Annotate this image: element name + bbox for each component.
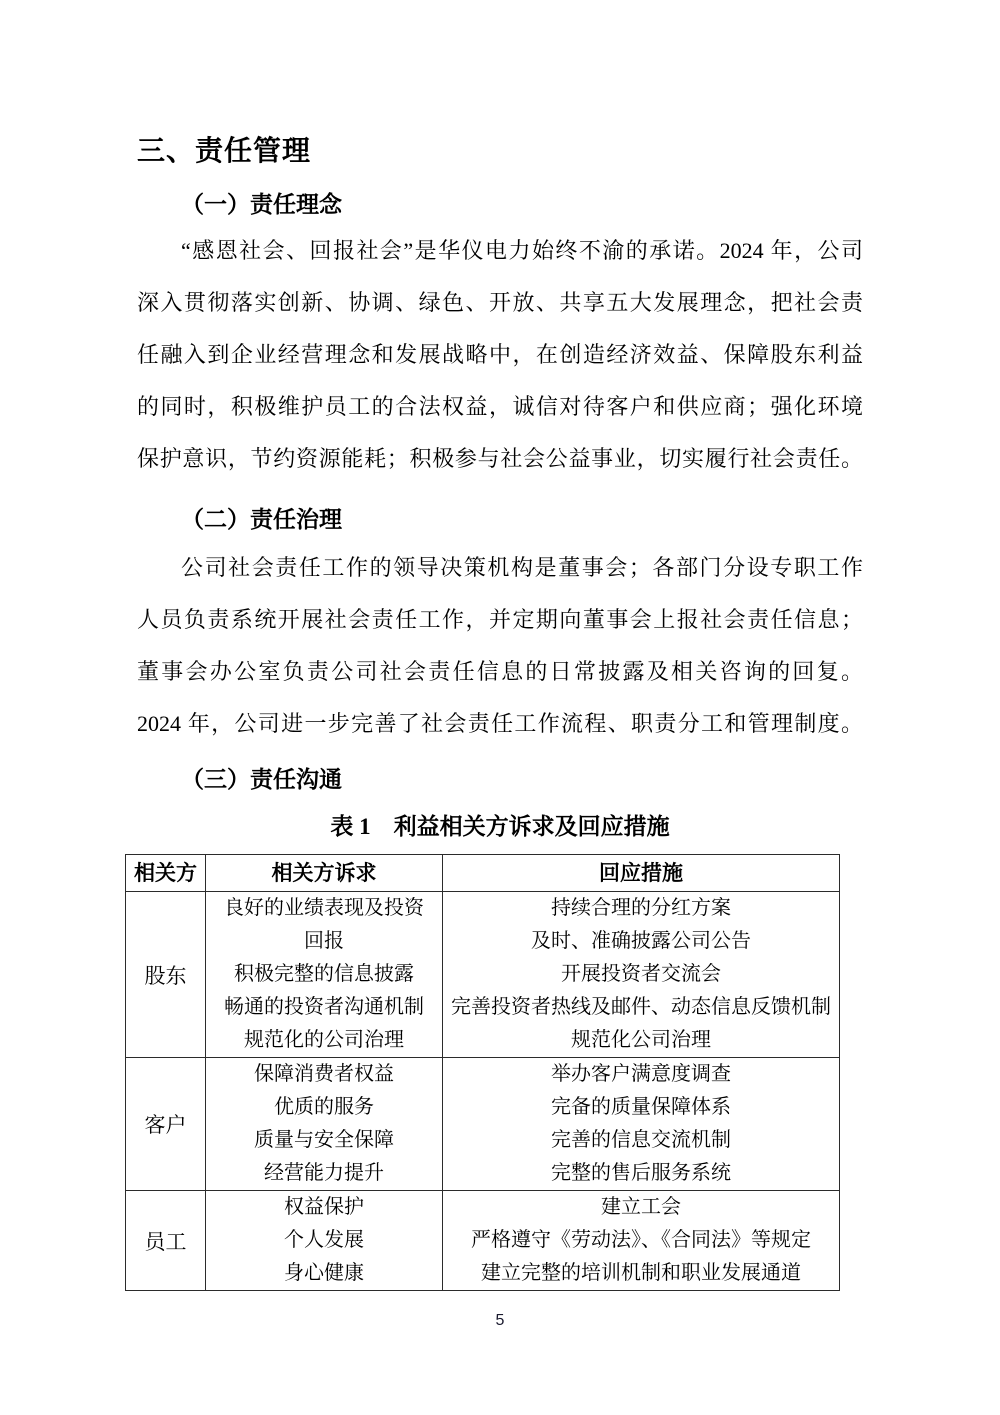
paragraph-line: 的同时，积极维护员工的合法权益，诚信对待客户和供应商；强化环境 — [137, 394, 863, 419]
response-item: 举办客户满意度调查 — [551, 1063, 731, 1085]
response-item: 规范化公司治理 — [571, 1029, 711, 1051]
paragraph-line: 深入贯彻落实创新、协调、绿色、开放、共享五大发展理念，把社会责 — [137, 290, 863, 315]
response-item: 开展投资者交流会 — [561, 963, 721, 985]
demand-item: 经营能力提升 — [264, 1162, 384, 1184]
demand-item: 畅通的投资者沟通机制 — [224, 996, 424, 1018]
responses-cell — [443, 1058, 840, 1191]
table-row — [126, 1058, 840, 1191]
demand-item: 身心健康 — [284, 1262, 364, 1284]
demand-item: 优质的服务 — [274, 1096, 374, 1118]
paragraph-line: 公司社会责任工作的领导决策机构是董事会；各部门分设专职工作 — [181, 555, 863, 580]
header-responses: 回应措施 — [443, 855, 840, 892]
demands-cell — [206, 892, 443, 1058]
demand-item: 个人发展 — [284, 1229, 364, 1251]
demand-item: 权益保护 — [284, 1196, 364, 1218]
page-number: 5 — [495, 1312, 505, 1329]
paragraph-line: 2024 年，公司进一步完善了社会责任工作流程、职责分工和管理制度。 — [137, 711, 863, 736]
paragraph-responsibility-philosophy — [137, 225, 863, 485]
table-row — [126, 892, 840, 1058]
table-header-row — [126, 855, 840, 892]
response-item: 完善的信息交流机制 — [551, 1129, 731, 1151]
paragraph-line: “感恩社会、回报社会”是华仪电力始终不渝的承诺。2024 年，公司 — [181, 238, 863, 263]
response-item: 持续合理的分红方案 — [551, 897, 731, 919]
subsection-heading-responsibility-governance: （二）责任治理 — [181, 507, 342, 532]
paragraph-line: 任融入到企业经营理念和发展战略中，在创造经济效益、保障股东利益 — [137, 342, 863, 367]
response-item: 完善投资者热线及邮件、动态信息反馈机制 — [451, 996, 831, 1018]
response-item: 完备的质量保障体系 — [551, 1096, 731, 1118]
paragraph-line: 董事会办公室负责公司社会责任信息的日常披露及相关咨询的回复。 — [137, 659, 863, 684]
responses-cell — [443, 892, 840, 1058]
stakeholder-cell: 客户 — [126, 1058, 206, 1191]
paragraph-responsibility-governance — [137, 542, 863, 750]
table-row — [126, 1191, 840, 1291]
subsection-heading-responsibility-philosophy: （一）责任理念 — [181, 192, 342, 217]
demand-item: 质量与安全保障 — [254, 1129, 394, 1151]
header-demands: 相关方诉求 — [206, 855, 443, 892]
paragraph-line: 人员负责系统开展社会责任工作，并定期向董事会上报社会责任信息； — [137, 607, 863, 632]
section-title: 三、责任管理 — [137, 136, 312, 167]
response-item: 严格遵守《劳动法》、《合同法》等规定 — [471, 1229, 811, 1251]
stakeholder-cell: 股东 — [126, 892, 206, 1058]
response-item: 及时、准确披露公司公告 — [531, 930, 751, 952]
demand-item: 良好的业绩表现及投资回报 — [224, 897, 424, 952]
demand-item: 积极完整的信息披露 — [234, 963, 414, 985]
stakeholder-cell: 员工 — [126, 1191, 206, 1291]
stakeholder-table — [125, 854, 840, 1291]
response-item: 完整的售后服务系统 — [551, 1162, 731, 1184]
demands-cell — [206, 1058, 443, 1191]
subsection-heading-responsibility-communication: （三）责任沟通 — [181, 767, 342, 792]
header-stakeholder: 相关方 — [126, 855, 206, 892]
responses-cell — [443, 1191, 840, 1291]
table-caption: 表 1 利益相关方诉求及回应措施 — [330, 814, 670, 839]
response-item: 建立完整的培训机制和职业发展通道 — [481, 1262, 801, 1284]
demand-item: 规范化的公司治理 — [244, 1029, 404, 1051]
paragraph-line: 保护意识，节约资源能耗；积极参与社会公益事业，切实履行社会责任。 — [137, 446, 863, 471]
response-item: 建立工会 — [601, 1196, 681, 1218]
demands-cell — [206, 1191, 443, 1291]
demand-item: 保障消费者权益 — [254, 1063, 394, 1085]
